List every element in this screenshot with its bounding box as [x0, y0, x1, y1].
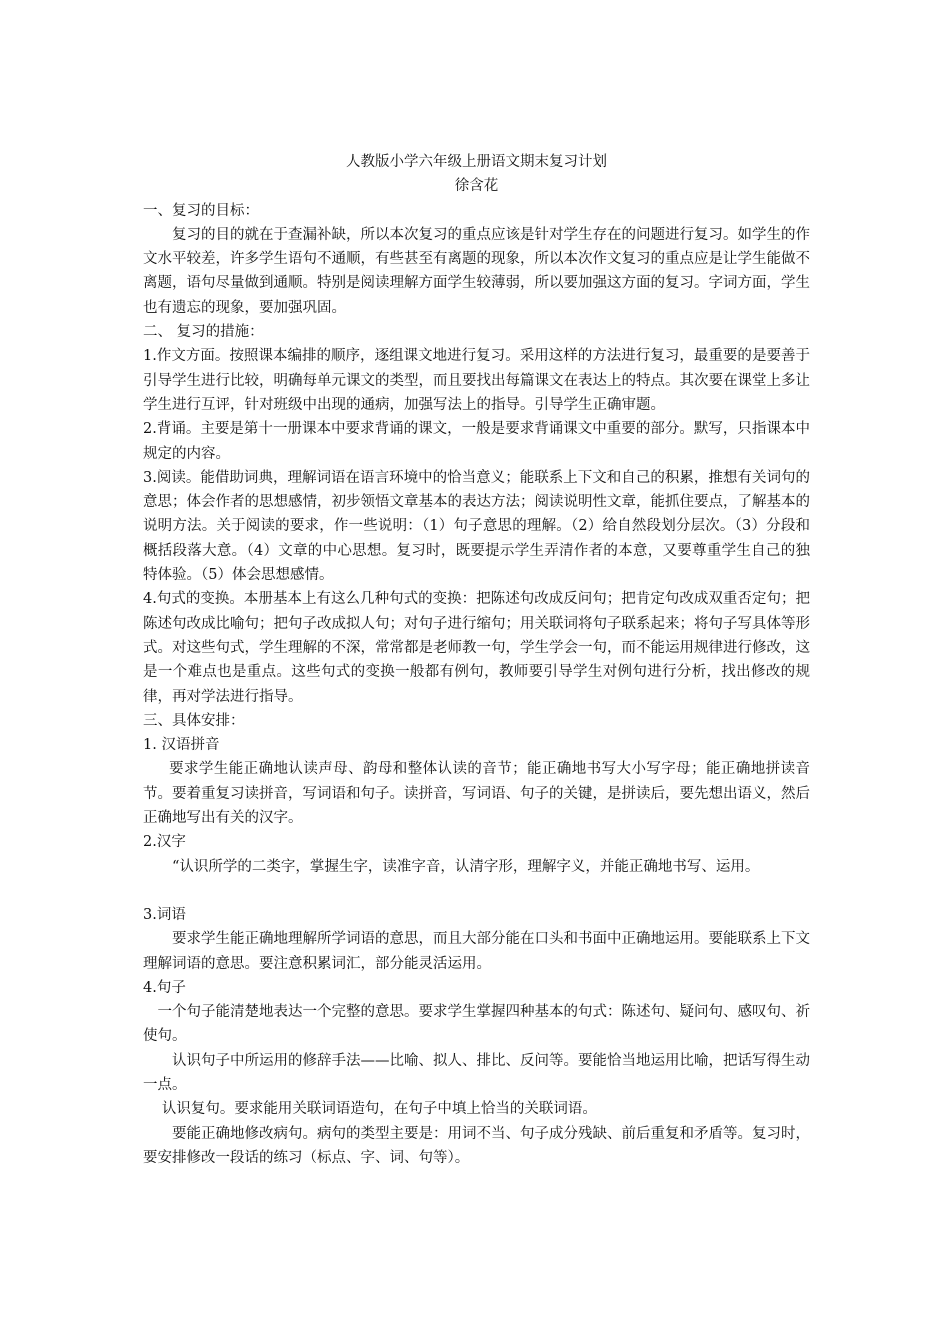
- paragraph-goals: 复习的目的就在于查漏补缺，所以本次复习的重点应该是针对学生存在的问题进行复习。如学生的作文水平较差，许多学生语句不通顺，有些甚至有离题的现象，所以本次作文复习的重点应是让学生能做不离题，语句尽量做到通顺。特别是阅读理解方面学生较薄弱，所以要加强这方面的复习。字词方面，学生也有遗忘的现象，要加强巩固。: [143, 226, 810, 316]
- paragraph-rhetoric: 认识句子中所运用的修辞手法——比喻、拟人、排比、反问等。要能恰当地运用比喻，把话写得生动一点。: [143, 1052, 810, 1093]
- subheading-words: 3.词语: [143, 906, 186, 923]
- subheading-pinyin: 1. 汉语拼音: [143, 737, 220, 754]
- paragraph-sentence-patterns: 4.句式的变换。本册基本上有这么几种句式的变换：把陈述句改成反问句；把肯定句改成双重否定句；把陈述句改成比喻句；把句子改成拟人句；对句子进行缩句；用关联词将句子联系起来；将句子写具体等形式。对这些句式，学生理解的不深，常常都是老师教一句，学生学会一句，而不能运用规律进行修改，这是一个难点也是重点。这些句式的变换一般都有例句，教师要引导学生对例句进行分析，找出修改的规律，再对学法进行指导。: [143, 591, 810, 705]
- paragraph-recitation: 2.背诵。主要是第十一册课本中要求背诵的课文，一般是要求背诵课文中重要的部分。默写，只指课本中规定的内容。: [143, 421, 810, 462]
- paragraph-words: 要求学生能正确地理解所学词语的意思，而且大部分能在口头和书面中正确地运用。要能联系上下文理解词语的意思。要注意积累词汇，部分能灵活运用。: [143, 931, 810, 972]
- section-heading-schedule: 三、具体安排：: [143, 712, 245, 729]
- paragraph-pinyin: 要求学生能正确地认读声母、韵母和整体认读的音节；能正确地书写大小写字母；能正确地拼读音节。要着重复习读拼音，写词语和句子。读拼音，写词语、句子的关键，是拼读后，要先想出语义，然后正确地写出有关的汉字。: [143, 761, 810, 827]
- paragraph-sentences: 一个句子能清楚地表达一个完整的意思。要求学生掌握四种基本的句式：陈述句、疑问句、感叹句、祈使句。: [143, 1004, 810, 1045]
- section-heading-measures: 二、 复习的措施：: [143, 324, 264, 341]
- paragraph-complex-sentences: 认识复句。要求能用关联词语造句，在句子中填上恰当的关联词语。: [161, 1101, 597, 1118]
- document-title: 人教版小学六年级上册语文期末复习计划: [346, 154, 607, 170]
- paragraph-reading: 3.阅读。能借助词典，理解词语在语言环境中的恰当意义；能联系上下文和自己的积累，推想有关词句的意思；体会作者的思想感情，初步领悟文章基本的表达方法；阅读说明性文章，能抓住要点，了解基本的说明方法。关于阅读的要求，作一些说明：（1）句子意思的理解。（2）给自然段划分层次。（3）分段和概括段落大意。（4）文章的中心思想。复习时，既要提示学生弄清作者的本意，又要尊重学生自己的独特体验。（5）体会思想感情。: [143, 469, 811, 584]
- document-author: 徐含花: [454, 178, 499, 195]
- document-page: [143, 150, 810, 1170]
- paragraph-composition: 1.作文方面。按照课本编排的顺序，逐组课文地进行复习。采用这样的方法进行复习，最重要的是要善于引导学生进行比较，明确每单元课文的类型，而且要找出每篇课文在表达上的特点。其次要在课堂上多让学生进行互评，针对班级中出现的通病，加强写法上的指导。引导学生正确审题。: [143, 348, 810, 413]
- paragraph-characters: “认识所学的二类字，掌握生字，读准字音，认清字形，理解字义，并能正确地书写、运用。: [172, 858, 760, 875]
- subheading-characters: 2.汉字: [143, 834, 186, 851]
- section-heading-goals: 一、复习的目标：: [143, 202, 259, 219]
- blank-line: [143, 879, 810, 903]
- paragraph-sentence-correction: 要能正确地修改病句。病句的类型主要是：用词不当、句子成分残缺、前后重复和矛盾等。复习时，要安排修改一段话的练习（标点、字、词、句等）。: [143, 1125, 810, 1166]
- subheading-sentences: 4.句子: [143, 979, 186, 996]
